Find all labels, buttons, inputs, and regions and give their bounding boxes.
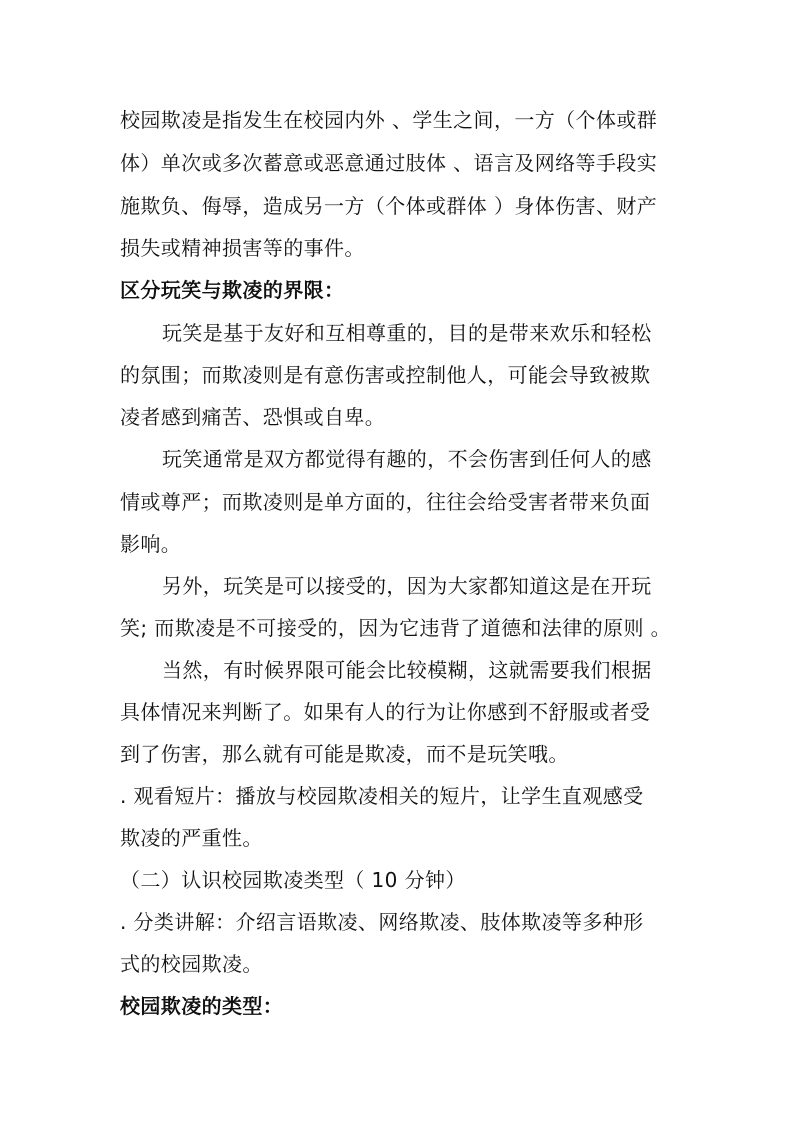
text-line: 欺凌的严重性。 [120, 826, 263, 850]
text-line: 当然，有时候界限可能会比较模糊，这就需要我们根据 [162, 658, 652, 682]
text-line: 体）单次或多次蓄意或恶意通过肢体 、语言及网络等手段实 [120, 151, 658, 175]
text-line: 玩笑通常是双方都觉得有趣的，不会伤害到任何人的感 [162, 447, 652, 471]
text-line: 损失或精神损害等的事件。 [120, 236, 365, 260]
text-line: 式的校园欺凌。 [120, 952, 263, 976]
text-line: 校园欺凌是指发生在校园内外 、学生之间，一方（个体或群 [120, 108, 658, 132]
section-heading: 区分玩笑与欺凌的界限： [120, 278, 345, 302]
text-line: 具体情况来判断了。如果有人的行为让你感到不舒服或者受 [120, 700, 651, 724]
text-line: 的氛围；而欺凌则是有意伤害或控制他人，可能会导致被欺 [120, 363, 651, 387]
text-line: . 观看短片：播放与校园欺凌相关的短片，让学生直观感受 [120, 784, 644, 808]
text-line: 到了伤害，那么就有可能是欺凌，而不是玩笑哦。 [120, 742, 569, 766]
text-line: 笑; 而欺凌是不可接受的，因为它违背了道德和法律的原则 。 [120, 616, 672, 640]
text-line: 影响。 [120, 532, 182, 556]
text-line: 情或尊严；而欺凌则是单方面的，往往会给受害者带来负面 [120, 490, 651, 514]
text-line: 施欺负、侮辱，造成另一方（个体或群体 ）身体伤害、财产 [120, 194, 658, 218]
section-subheading: （二）认识校园欺凌类型（ 10 分钟） [120, 868, 466, 892]
text-line: 玩笑是基于友好和互相尊重的，目的是带来欢乐和轻松 [162, 321, 652, 345]
section-heading: 校园欺凌的类型： [120, 994, 284, 1018]
text-line: 另外，玩笑是可以接受的，因为大家都知道这是在开玩 [162, 574, 652, 598]
text-line: 凌者感到痛苦、恐惧或自卑。 [120, 405, 386, 429]
text-line: . 分类讲解：介绍言语欺凌、网络欺凌、肢体欺凌等多种形 [120, 910, 644, 934]
